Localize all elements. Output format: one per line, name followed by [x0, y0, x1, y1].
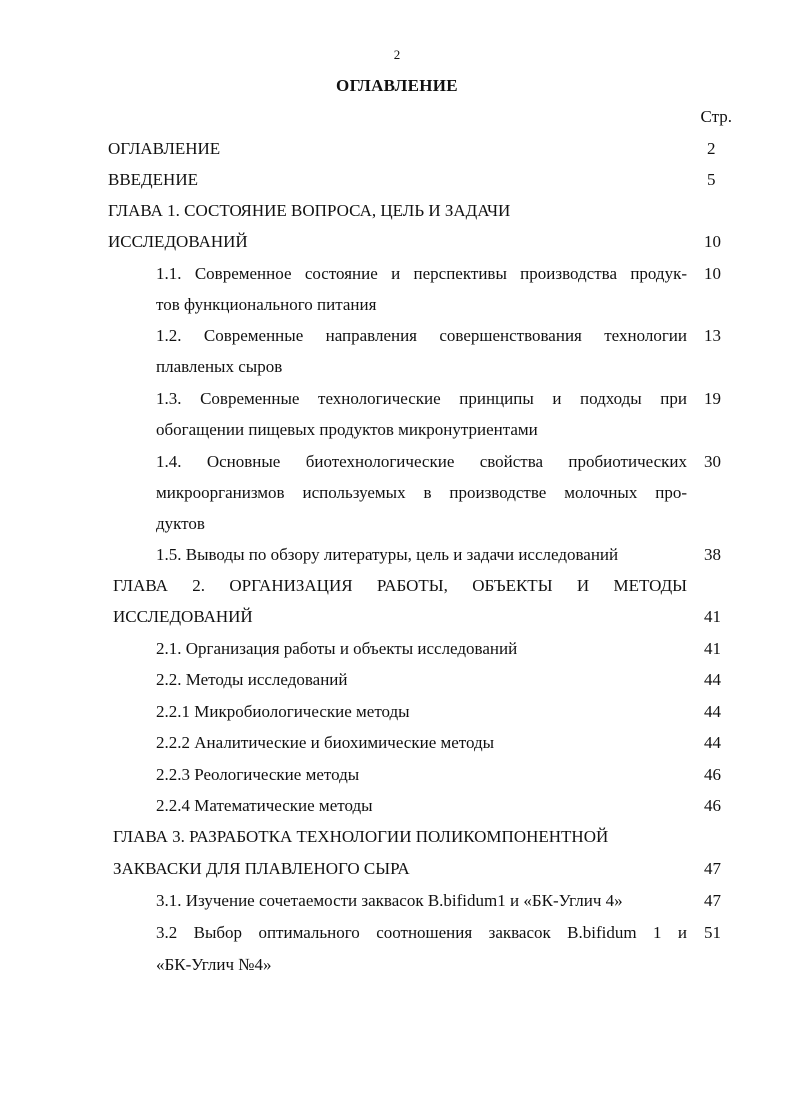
toc-entry-page: 44	[704, 702, 721, 721]
toc-entry-text: 1.2. Современные направления совершенствования технологии	[156, 326, 687, 345]
toc-entry-text: 1.4. Основные биотехнологические свойства пробиотических	[156, 452, 687, 471]
page-column-header: Стр.	[700, 107, 732, 126]
toc-entry-page: 46	[704, 796, 721, 815]
toc-entry-text: «БК-Углич №4»	[156, 955, 272, 974]
toc-entry-page: 19	[704, 389, 721, 408]
toc-entry-page: 47	[704, 891, 721, 910]
toc-entry-text: плавленых сыров	[156, 357, 283, 376]
toc-entry-text: микроорганизмов используемых в производстве молочных про-	[156, 483, 687, 502]
toc-entry-page: 46	[704, 765, 721, 784]
toc-entry-page: 2	[707, 139, 716, 158]
toc-entry-page: 30	[704, 452, 721, 471]
toc-entry-text: обогащении пищевых продуктов микронутриентами	[156, 420, 538, 439]
toc-entry-page: 47	[704, 859, 721, 878]
toc-entry-text: 2.2.3 Реологические методы	[156, 765, 360, 784]
toc-entry-page: 38	[704, 545, 721, 564]
toc-entry-text: 2.1. Организация работы и объекты исследований	[156, 639, 518, 658]
toc-entry-text: ИССЛЕДОВАНИЙ	[113, 607, 253, 626]
toc-entry-text: ГЛАВА 3. РАЗРАБОТКА ТЕХНОЛОГИИ ПОЛИКОМПОНЕНТНОЙ	[113, 827, 609, 846]
toc-entry-text: ВВЕДЕНИЕ	[108, 170, 198, 189]
toc-entry-text: 1.1. Современное состояние и перспективы производства продук-	[156, 264, 687, 283]
toc-entry-text: ЗАКВАСКИ ДЛЯ ПЛАВЛЕНОГО СЫРА	[113, 859, 410, 878]
page-number: 2	[393, 47, 401, 62]
toc-entry-text: тов функционального питания	[156, 295, 377, 314]
toc-entry-page: 41	[704, 639, 721, 658]
toc-entry-page: 44	[704, 670, 721, 689]
page-title: ОГЛАВЛЕНИЕ	[336, 76, 458, 95]
toc-entry-page: 13	[704, 326, 721, 345]
toc-entry-page: 51	[704, 923, 721, 942]
toc-entry-text: дуктов	[156, 514, 205, 533]
toc-entry-page: 41	[704, 607, 721, 626]
toc-entry-text: ГЛАВА 1. СОСТОЯНИЕ ВОПРОСА, ЦЕЛЬ И ЗАДАЧИ	[108, 201, 511, 220]
toc-entry-page: 10	[704, 232, 721, 251]
toc-entry-page: 10	[704, 264, 721, 283]
toc-entry-text: 1.5. Выводы по обзору литературы, цель и задачи исследований	[156, 545, 619, 564]
toc-entry-text: 1.3. Современные технологические принципы и подходы при	[156, 389, 687, 408]
toc-entry-text: ИССЛЕДОВАНИЙ	[108, 232, 248, 251]
toc-entry-text: 2.2.1 Микробиологические методы	[156, 702, 410, 721]
toc-entry-text: ОГЛАВЛЕНИЕ	[108, 139, 221, 158]
toc-entry-page: 44	[704, 733, 721, 752]
toc-entry-text: ГЛАВА 2. ОРГАНИЗАЦИЯ РАБОТЫ, ОБЪЕКТЫ И МЕТОДЫ	[113, 576, 687, 595]
toc-entry-text: 2.2.4 Математические методы	[156, 796, 373, 815]
toc-entry-page: 5	[707, 170, 716, 189]
toc-entry-text: 2.2.2 Аналитические и биохимические методы	[156, 733, 495, 752]
toc-entry-text: 2.2. Методы исследований	[156, 670, 348, 689]
toc-entry-text: 3.2 Выбор оптимального соотношения заквасок B.bifidum 1 и	[156, 923, 687, 942]
toc-entry-text: 3.1. Изучение сочетаемости заквасок B.bifidum1 и «БК-Углич 4»	[156, 891, 623, 910]
